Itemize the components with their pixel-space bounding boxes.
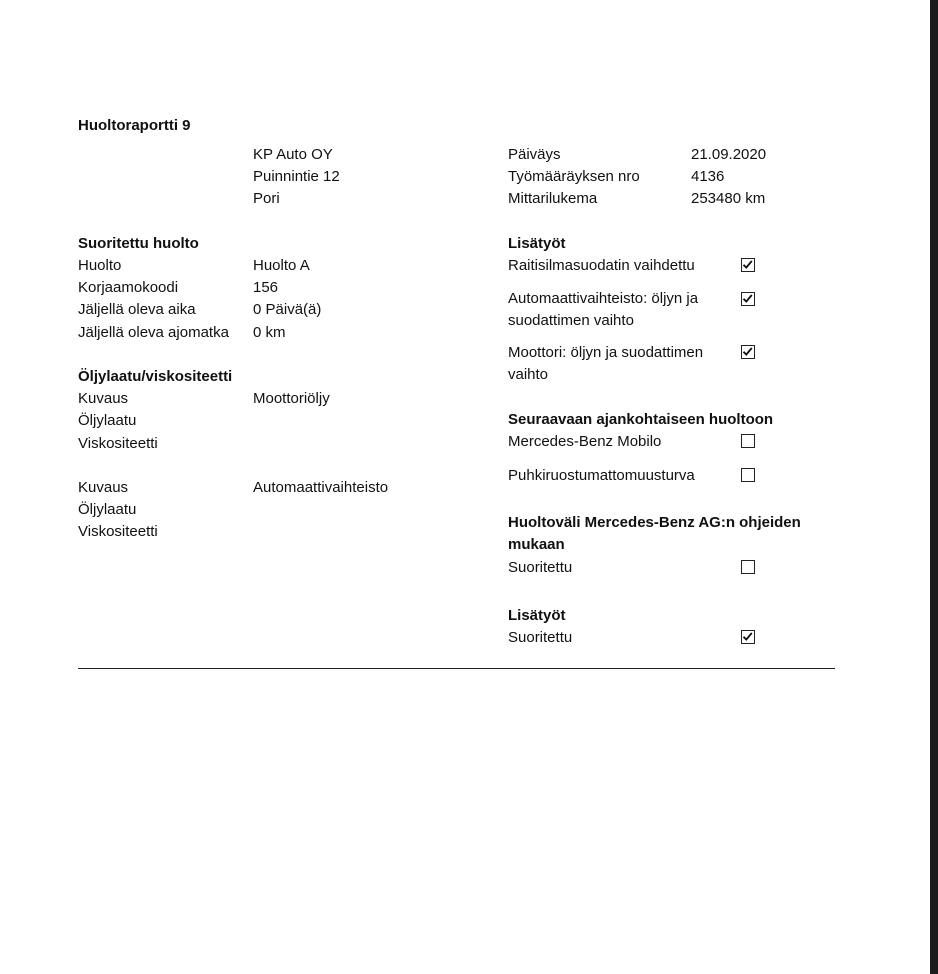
service-label: Jäljellä oleva ajomatka (78, 324, 229, 341)
interval-heading: Huoltoväli Mercedes-Benz AG:n ohjeiden mukaan (508, 514, 801, 553)
report-title: Huoltoraportti 9 (78, 117, 191, 134)
extra-work-2-item-label: Suoritettu (508, 629, 573, 646)
checkmark-icon (742, 346, 753, 357)
meta-label-date: Päiväys (508, 146, 561, 163)
oil-desc-label: Kuvaus (78, 479, 129, 496)
company-street: Puinnintie 12 (253, 168, 340, 185)
checkmark-icon (742, 293, 753, 304)
interval-checkbox[interactable] (741, 560, 755, 574)
service-label: Huolto (78, 257, 122, 274)
oil-desc-label: Kuvaus (78, 390, 129, 407)
meta-value-order: 4136 (691, 168, 725, 185)
next-service-checkbox[interactable] (741, 468, 755, 482)
service-label: Jäljellä oleva aika (78, 301, 196, 318)
meta-label-odometer: Mittarilukema (508, 190, 598, 207)
extra-work-item-label: Automaattivaihteisto: öljyn ja suodattimen vaihto (508, 290, 699, 329)
next-service-heading: Seuraavaan ajankohtaiseen huoltoon (508, 411, 774, 428)
service-heading: Suoritettu huolto (78, 235, 199, 252)
oil-viscosity-label: Viskositeetti (78, 523, 158, 540)
next-service-item-label: Mercedes-Benz Mobilo (508, 433, 662, 450)
bottom-divider (78, 668, 835, 669)
company-name: KP Auto OY (253, 146, 333, 163)
extra-work-2-heading: Lisätyöt (508, 607, 566, 624)
service-value: 0 km (253, 324, 286, 341)
oil-heading: Öljylaatu/viskositeetti (78, 368, 233, 385)
interval-item-label: Suoritettu (508, 559, 573, 576)
service-value: 156 (253, 279, 279, 296)
extra-work-checkbox[interactable] (741, 258, 755, 272)
oil-quality-label: Öljylaatu (78, 412, 137, 429)
checkmark-icon (742, 259, 753, 270)
window-edge (930, 0, 938, 974)
extra-work-2-checkbox[interactable] (741, 630, 755, 644)
company-city: Pori (253, 190, 280, 207)
next-service-checkbox[interactable] (741, 434, 755, 448)
service-value: Huolto A (253, 257, 310, 274)
next-service-item-label: Puhkiruostumattomuusturva (508, 467, 695, 484)
extra-work-item-label: Raitisilmasuodatin vaihdettu (508, 257, 695, 274)
extra-work-checkbox[interactable] (741, 345, 755, 359)
extra-work-item-label: Moottori: öljyn ja suodattimen vaihto (508, 344, 704, 383)
oil-quality-label: Öljylaatu (78, 501, 137, 518)
meta-value-odometer: 253480 km (691, 190, 766, 207)
service-label: Korjaamokoodi (78, 279, 179, 296)
oil-desc-value: Automaattivaihteisto (253, 479, 389, 496)
service-value: 0 Päivä(ä) (253, 301, 322, 318)
oil-desc-value: Moottoriöljy (253, 390, 330, 407)
extra-work-heading: Lisätyöt (508, 235, 566, 252)
meta-label-order: Työmääräyksen nro (508, 168, 640, 185)
meta-value-date: 21.09.2020 (691, 146, 767, 163)
checkmark-icon (742, 631, 753, 642)
oil-viscosity-label: Viskositeetti (78, 435, 158, 452)
extra-work-checkbox[interactable] (741, 292, 755, 306)
